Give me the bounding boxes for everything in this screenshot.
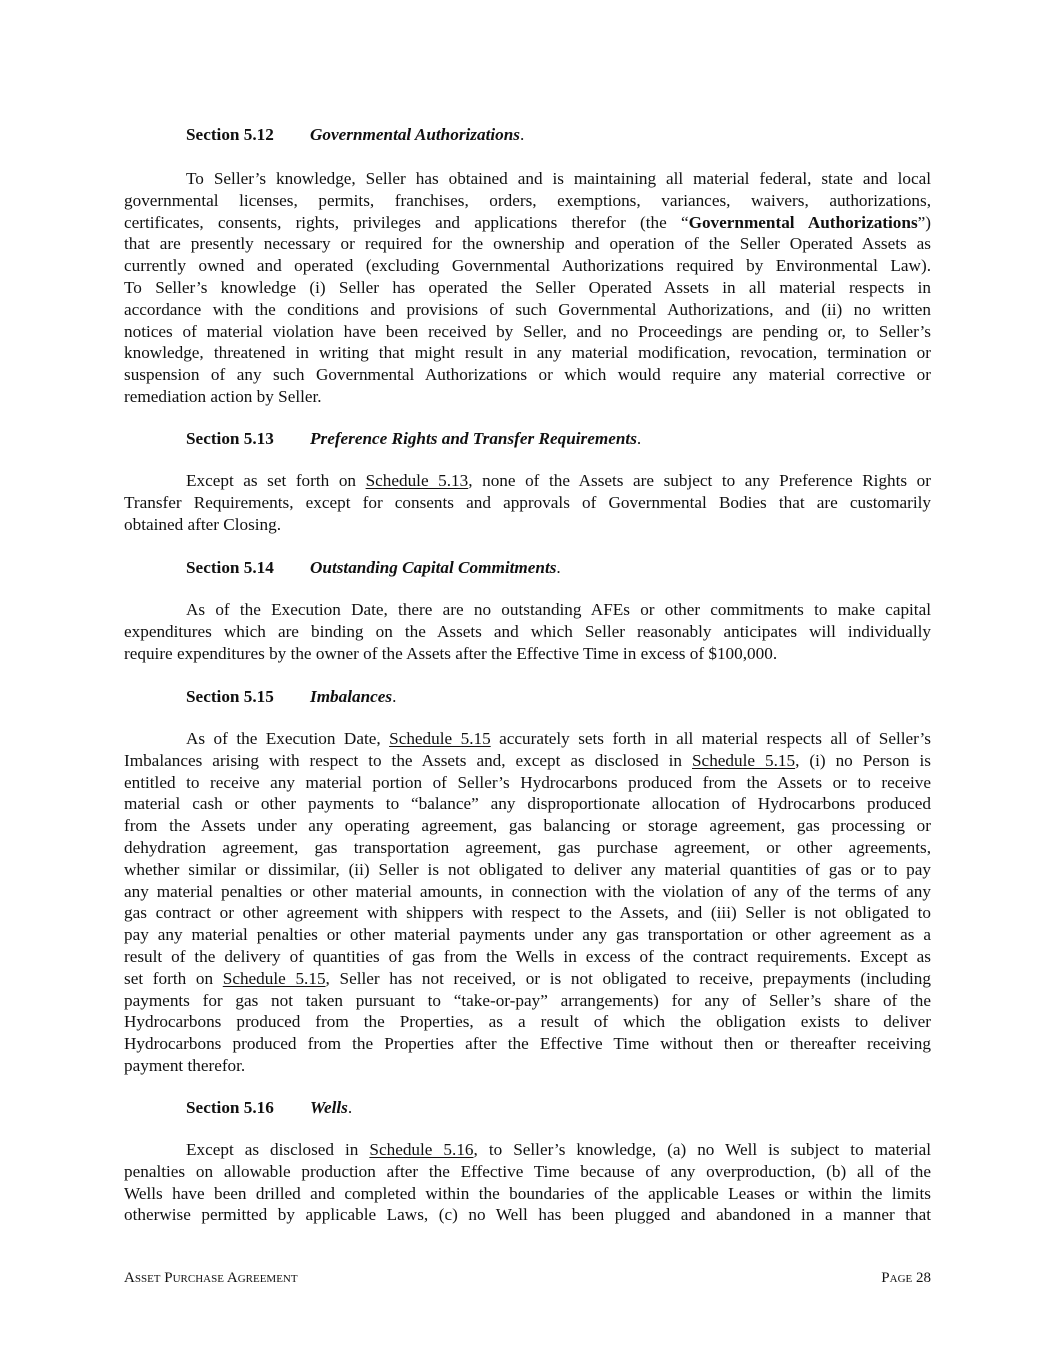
text-span: , (i) no Person is (795, 750, 931, 770)
section-title: Imbalances (310, 687, 393, 706)
section-number: Section 5.16 (186, 1098, 274, 1117)
section-5-16-paragraph (124, 1139, 931, 1226)
section-5-14-paragraph (124, 599, 931, 664)
text-line: that are presently necessary or required for the ownership and operation of the Seller Operated Assets as (124, 234, 931, 254)
text-line: expenditures which are binding on the Assets and which Seller reasonably anticipates will individually (124, 621, 931, 641)
text-span: set forth on (124, 968, 223, 988)
text-line: result of the delivery of quantities of gas from the Wells in excess of the contract requirements. Except as (124, 946, 931, 966)
section-number: Section 5.12 (186, 125, 274, 144)
schedule-5-15-link[interactable]: Schedule 5.15 (222, 968, 326, 988)
text-line: suspension of any such Governmental Authorizations or which would require any material corrective or (124, 365, 931, 385)
text-span: Except as set forth on (186, 471, 366, 490)
text-line: payment therefor. (124, 1055, 246, 1075)
section-5-12-paragraph (124, 168, 931, 408)
text-line: currently owned and operated (excluding Governmental Authorizations required by Environmental Law). (124, 256, 931, 276)
section-title: Outstanding Capital Commitments (310, 558, 557, 577)
text-span: , Seller has not received, or is not obligated to receive, prepayments (including (325, 968, 931, 988)
period: . (392, 687, 397, 706)
text-line (124, 212, 931, 234)
schedule-5-16-link[interactable]: Schedule 5.16 (369, 1140, 474, 1159)
section-number: Section 5.14 (186, 558, 274, 577)
text-line: Wells have been drilled and completed within the boundaries of the applicable Leases or within the limits (124, 1183, 931, 1203)
text-line: payments for gas not taken pursuant to “take-or-pay” arrangements) for any of Seller’s share of the (124, 990, 931, 1010)
text-line (124, 1139, 931, 1161)
text-line: governmental licenses, permits, franchises, orders, exemptions, variances, waivers, authorizations, (124, 190, 931, 210)
footer-document-title: Asset Purchase Agreement (124, 1270, 298, 1286)
text-span: Except as disclosed in (186, 1140, 370, 1159)
schedule-5-13-link[interactable]: Schedule 5.13 (365, 471, 469, 490)
text-span: certificates, consents, rights, privileges and applications therefor (the “ (124, 212, 689, 232)
text-span: , (468, 471, 483, 490)
text-line: gas contract or other agreement with shippers with respect to the Assets, and (iii) Seller is not obligated to (124, 903, 931, 923)
text-span: As of the Execution Date, (186, 729, 390, 748)
text-line: Hydrocarbons produced from the Properties after the Effective Time without then or thereafter receiving (124, 1034, 931, 1054)
section-5-13-paragraph (124, 470, 931, 535)
text-line: accordance with the conditions and provisions of such Governmental Authorizations, and (ii) no written (124, 299, 931, 319)
text-line: penalties on allowable production after the Effective Time because of any overproduction, (b) all of the (124, 1161, 931, 1181)
text-line: knowledge, threatened in writing that might result in any material modification, revocation, termination or (124, 343, 931, 363)
text-line: from the Assets under any operating agreement, gas balancing or storage agreement, gas processing or (124, 816, 931, 836)
text-span: Imbalances arising with respect to the Assets and, except as disclosed in (124, 750, 692, 770)
text-line: Transfer Requirements, except for consents and approvals of Governmental Bodies that are customarily (124, 492, 931, 512)
section-heading-5-15 (186, 686, 396, 708)
text-line: To Seller’s knowledge, Seller has obtained and is maintaining all material federal, state and local (186, 169, 931, 188)
text-span: , to Seller’s knowledge, (a) no Well is subject to material (473, 1140, 931, 1159)
text-line: Hydrocarbons produced from the Properties, as a result of which the obligation exists to deliver (124, 1012, 931, 1032)
text-line: notices of material violation have been received by Seller, and no Proceedings are pending or, to Seller’s (124, 321, 931, 341)
section-number: Section 5.15 (186, 687, 274, 706)
text-line: As of the Execution Date, there are no outstanding AFEs or other commitments to make capital (186, 600, 931, 619)
section-title: Wells (310, 1098, 348, 1117)
schedule-5-15-link[interactable]: Schedule 5.15 (692, 750, 796, 770)
text-line: any material penalties or other material amounts, in connection with the violation of any of the terms of any (124, 881, 931, 901)
text-line: otherwise permitted by applicable Laws, (c) no Well has been plugged and abandoned in a manner that (124, 1205, 931, 1225)
defined-term: Governmental Authorizations (688, 212, 918, 232)
text-line: pay any material penalties or other material payments under any gas transportation or other agreement as a (124, 925, 931, 945)
text-span: accurately sets forth in all material respects all of Seller’s (490, 729, 931, 748)
text-line (124, 750, 931, 772)
text-line (124, 728, 931, 750)
section-title: Preference Rights and Transfer Requirements (310, 429, 637, 448)
section-heading-5-12 (186, 124, 524, 146)
schedule-5-15-link[interactable]: Schedule 5.15 (389, 729, 491, 748)
section-heading-5-13 (186, 428, 641, 450)
text-line: dehydration agreement, gas transportation agreement, gas purchase agreement, or other agreements, (124, 837, 931, 857)
text-line: require expenditures by the owner of the Assets after the Effective Time in excess of $100,000. (124, 643, 778, 663)
section-heading-5-14 (186, 557, 561, 579)
period: . (347, 1098, 353, 1117)
section-title: Governmental Authorizations (310, 125, 520, 144)
section-heading-5-16 (186, 1097, 352, 1119)
period: . (519, 125, 525, 144)
text-span: ”) (917, 212, 931, 232)
text-line: remediation action by Seller. (124, 386, 322, 406)
text-line: entitled to receive any material portion of Seller’s Hydrocarbons produced from the Assets or to receive (124, 772, 931, 792)
period: . (556, 558, 561, 577)
page-footer (124, 1270, 931, 1287)
text-line: material cash or other payments to “balance” any disproportionate allocation of Hydrocarbons produced (124, 794, 931, 814)
text-line: To Seller’s knowledge (i) Seller has operated the Seller Operated Assets in all material respects in (124, 277, 931, 297)
text-line (124, 968, 931, 990)
text-line (124, 470, 931, 492)
text-line: whether similar or dissimilar, (ii) Seller is not obligated to deliver any material quantities of gas or to pay (124, 859, 931, 879)
text-line: obtained after Closing. (124, 514, 282, 534)
footer-page-number: Page 28 (881, 1270, 931, 1286)
period: . (636, 429, 642, 448)
section-5-15-paragraph (124, 728, 931, 1077)
text-span: none of the Assets are subject to any Preference Rights or (482, 471, 931, 490)
section-number: Section 5.13 (186, 429, 274, 448)
